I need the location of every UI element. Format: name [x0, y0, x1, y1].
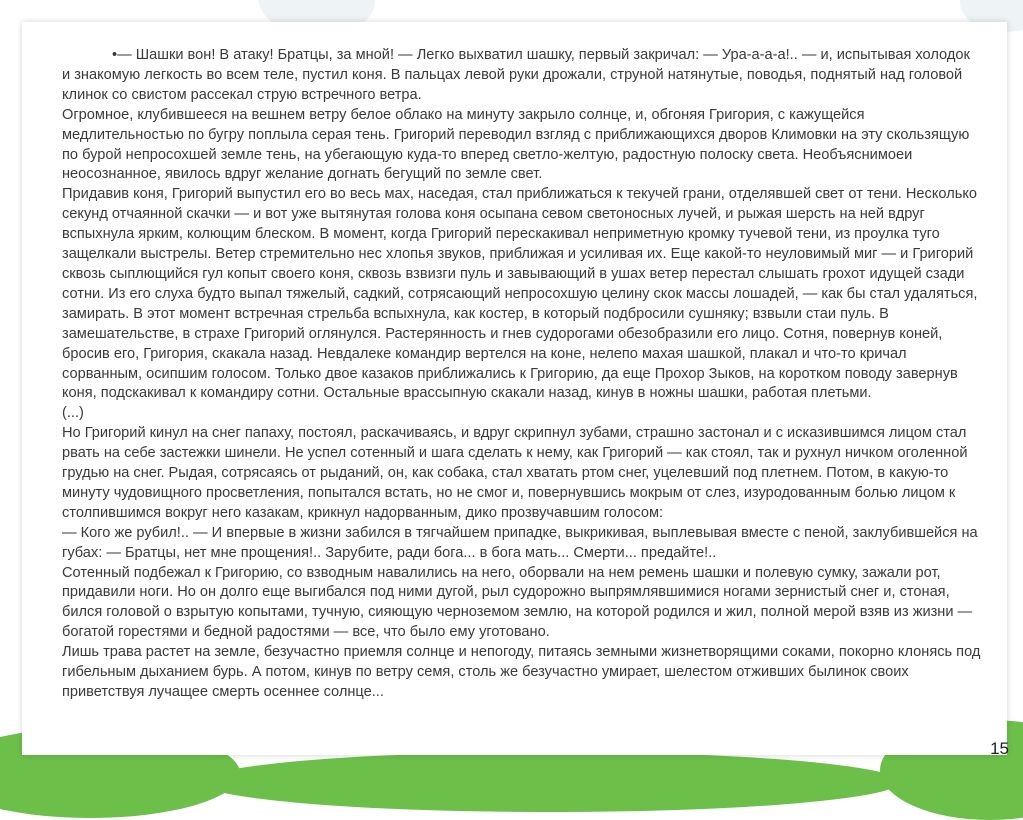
green-hill-decoration: [200, 752, 900, 812]
paragraph: Придавив коня, Григорий выпустил его во весь мах, наседая, стал приближаться к текучей грани, отделявшей свет от тени. Несколько секунд отчаянной скачки — и вот уже вытянутая голова коня осыпана севом светоносных лучей, и рыжая шерсть на ней вдруг вспыхнула ярким, колющим блеском. В момент, когда Григорий перескакивал неприметную кромку тучевой тени, из проулка туго защелкали выстрелы. Ветер стремительно нес хлопья звуков, приближая и усиливая их. Еще какой-то неуловимый миг — и Григорий сквозь сыплющийся гул копыт своего коня, сквозь взвизги пуль и завывающий в ушах ветер перестал слышать грохот идущей сзади сотни. Из его слуха будто выпал тяжелый, садкий, сотрясающий непросохшую целину скок массы лошадей, — как бы стал удаляться, замирать. В этот момент встречная стрельба вспыхнула, как костер, в который подбросили сушняку; взвыли стаи пуль. В замешательстве, в страхе Григорий оглянулся. Растерянность и гнев судорогами обезобразили его лицо. Сотня, повернув коней, бросив его, Григория, скакала назад. Невдалеке командир вертелся на коне, нелепо махая шашкой, плакал и что-то кричал сорванным, осипшим голосом. Только двое казаков приближались к Григорию, да еще Прохор Зыков, на коротком поводу завернув коня, подскакивал к командиру сотни. Остальные врассыпную скакали назад, кинув в ножны шашки, работая плетьми.: [62, 186, 978, 402]
paragraph: Огромное, клубившееся на вешнем ветру белое облако на минуту закрыло солнце, и, обгоняя Григория, с кажущейся медлительностью по бугру поплыла серая тень. Григорий переводил взгляд с приближающихся дворов Климовки на эту скользящую по бурой непросохшей земле тень, на убегающую куда-то вперед светло-желтую, радостную полоску света. Необъяснимоеи неосознанное, явилось вдруг желание догнать бегущий по земле свет.: [62, 106, 970, 183]
paragraph: Но Григорий кинул на снег папаху, постоял, раскачиваясь, и вдруг скрипнул зубами, страшно застонал и с исказившимся лицом стал рвать на себе застежки шинели. Не успел сотенный и шага сделать к нему, как Григорий — как стоял, так и рухнул ничком оголенной грудью на снег. Рыдая, сотрясаясь от рыданий, он, как собака, стал хватать ртом снег, уцелевший под плетнем. Потом, в какую-то минуту чудовищного просветления, попытался встать, но не смог и, повернувшись мокрым от слез, изуродованным болью лицом к столпившимся вокруг него казакам, крикнул надорванным, дико прозвучавшим голосом:: [62, 425, 968, 521]
paragraph: Лишь трава растет на земле, безучастно приемля солнце и непогоду, питаясь земными жизнетворящими соками, покорно клонясь под гибельным дыханием бурь. А потом, кинув по ветру семя, столь же безучастно умирает, шелестом отживших былинок своих приветствуя лучащее смерть осеннее солнце...: [62, 644, 981, 700]
page-number: 15: [990, 739, 1009, 758]
paragraph: •— Шашки вон! В атаку! Братцы, за мной! — Легко выхватил шашку, первый закричал: — Ура-а-а-а!.. — и, испытывая холодок и знакомую легкость во всем теле, пустил коня. В пальцах левой руки дрожали, струной натянутые, поводья, поднятый над головой клинок со свистом рассекал струю встречного ветра.: [62, 47, 970, 103]
text-body: [62, 46, 982, 703]
paragraph: Сотенный подбежал к Григорию, со взводным навалились на него, оборвали на нем ремень шашки и полевую сумку, зажали рот, придавили ноги. Но он долго еще выгибался под ними дугой, рыл судорожно выпрямлявшимися ногами зернистый снег и, стоная, бился головой о взрытую копытами, тучную, сияющую черноземом землю, на которой родился и жил, полной мерой взяв из жизни — богатой горестями и бедной радостями — все, что было ему уготовано.: [62, 564, 973, 641]
ellipsis-marker: (...): [62, 405, 84, 422]
paragraph: — Кого же рубил!.. — И впервые в жизни забился в тягчайшем припадке, выкрикивая, выплевывая вместе с пеной, заклубившейся на губах: — Братцы, нет мне прощения!.. Зарубите, ради бога... в бога мать... Смерти... предайте!..: [62, 524, 978, 561]
